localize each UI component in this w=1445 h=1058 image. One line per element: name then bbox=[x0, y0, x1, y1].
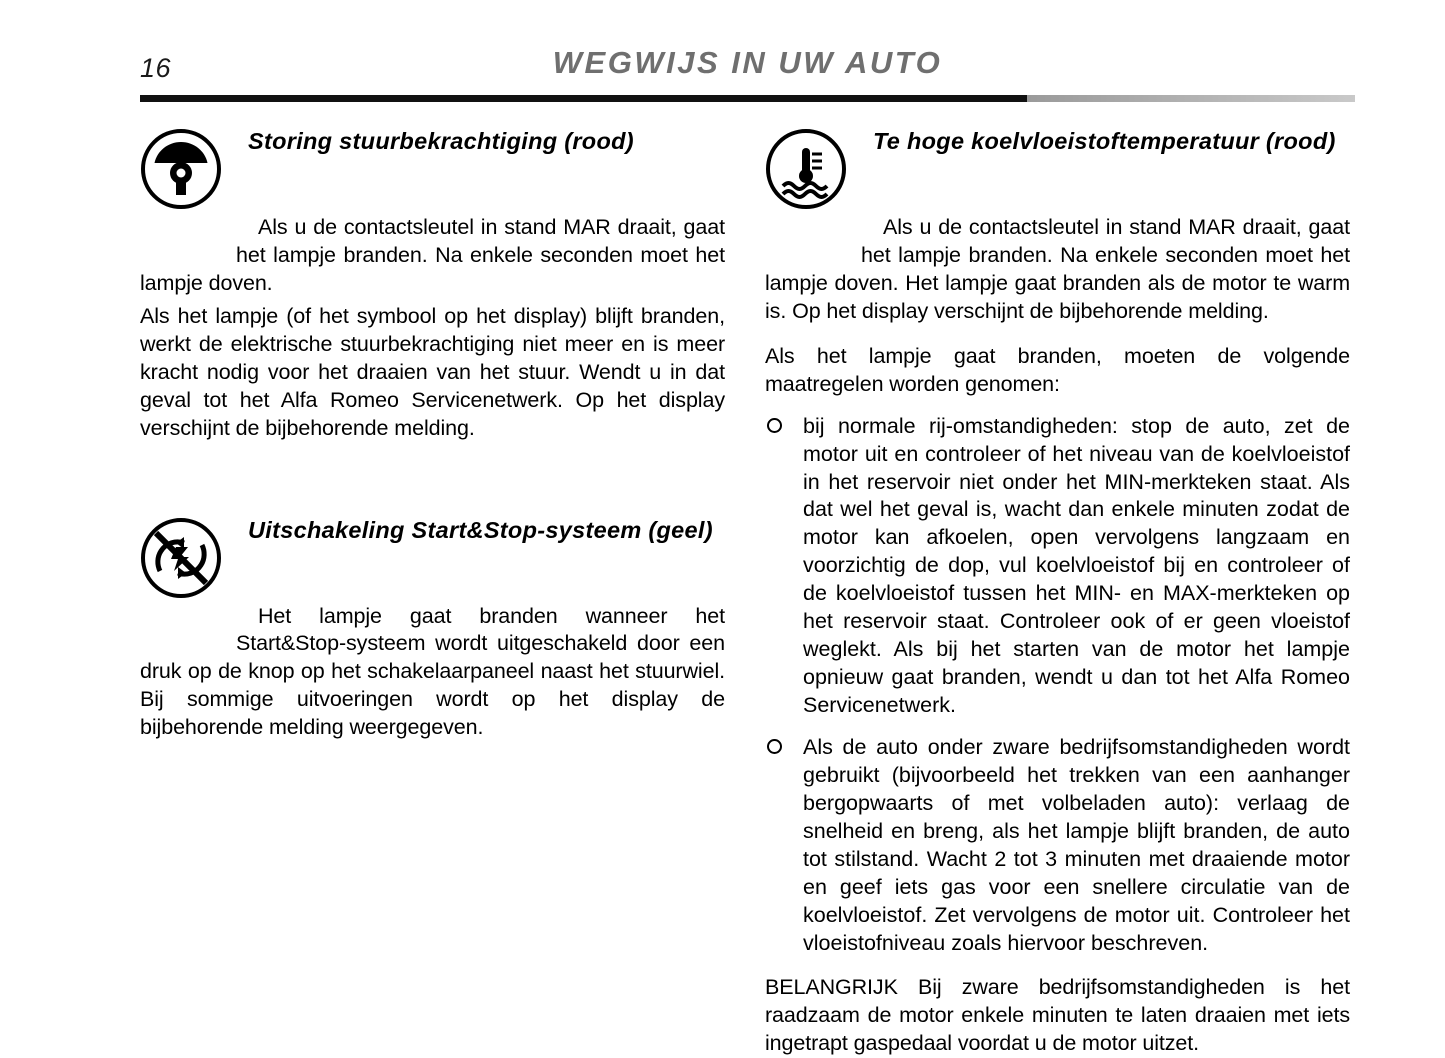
section-heading bbox=[140, 128, 725, 214]
section-power-steering-fault bbox=[140, 128, 725, 443]
bullet-circle-icon bbox=[767, 418, 782, 433]
paragraph: Als u de contactsleutel in stand MAR draait, gaat het lampje branden. Na enkele seconden moet het lampje doven. Het lampje gaat branden als de motor te warm is. Op het display verschijnt de bijbehorende melding. bbox=[765, 215, 1350, 323]
section-start-stop-disabled bbox=[140, 517, 725, 743]
bullet-list bbox=[765, 413, 1350, 958]
icon-wrap-spacer bbox=[765, 214, 861, 268]
section-body bbox=[140, 214, 725, 298]
section-body bbox=[140, 603, 725, 743]
page-number: 16 bbox=[140, 53, 172, 83]
paragraph: Als u de contactsleutel in stand MAR draait, gaat het lampje branden. Na enkele seconden moet het lampje doven. bbox=[140, 215, 725, 295]
paragraph: Het lampje gaat branden wanneer het Start&Stop-systeem wordt uitgeschakeld door een druk op de knop op het schakelaarpaneel naast het stuurwiel. Bij sommige uitvoeringen wordt op het display de bijbehorende melding weergegeven. bbox=[140, 603, 725, 740]
paragraph: Als het lampje gaat branden, moeten de volgende maatregelen worden genomen: bbox=[765, 343, 1350, 396]
section-heading bbox=[140, 517, 725, 603]
list-item bbox=[765, 734, 1350, 958]
list-item-text: bij normale rij-omstandigheden: stop de auto, zet de motor uit en controleer of het niveau van de koelvloeistof in het reservoir niet onder het MIN-merkteken staat. Als dat wel het geval is, wacht dan enkele minuten zodat de motor kan afkoelen, open vervolgens langzaam en voorzichtig de dop, vul koelvloeistof bij en controleer of de koelvloeistof tussen het MIN- en MAX-merkteken op het reservoir staat. Controleer ook of er geen vloeistof weglekt. Als bij het starten van de motor het lampje opnieuw gaat branden, wendt u dan tot het Alfa Romeo Servicenetwerk. bbox=[803, 413, 1350, 717]
section-heading bbox=[765, 128, 1350, 214]
icon-wrap-spacer bbox=[140, 214, 236, 268]
left-column bbox=[140, 128, 725, 742]
start-stop-off-icon bbox=[140, 517, 222, 599]
coolant-temperature-icon bbox=[765, 128, 847, 210]
steering-wheel-icon bbox=[140, 128, 222, 210]
section-title: Uitschakeling Start&Stop-systeem (geel) bbox=[248, 516, 713, 543]
section-body bbox=[765, 214, 1350, 326]
bullet-circle-icon bbox=[767, 739, 782, 754]
header-divider bbox=[140, 95, 1355, 102]
page-title: WEGWIJS IN UW AUTO bbox=[552, 45, 943, 80]
section-title: Storing stuurbekrachtiging (rood) bbox=[248, 128, 634, 154]
right-column bbox=[765, 128, 1350, 1058]
closing-note: BELANGRIJK Bij zware bedrijfsomstandigheden is het raadzaam de motor enkele minuten te laten draaien met iets ingetrapt gaspedaal voordat u de motor uitzet. bbox=[765, 975, 1350, 1056]
list-item-text: Als de auto onder zware bedrijfsomstandigheden wordt gebruikt (bijvoorbeeld het trekken van een aanhanger bergopwaarts of met volbeladen auto): verlaag de snelheid en breng, als het lampje blijft branden, de auto tot stilstand. Wacht 2 tot 3 minuten met draaiende motor en geef iets gas voor een snellere circulatie van de koelvloeistof. Zet vervolgens de motor uit. Controleer het vloeistofniveau zoals hiervoor beschreven. bbox=[803, 734, 1350, 955]
section-title: Te hoge koelvloeistoftemperatuur (rood) bbox=[873, 128, 1336, 154]
section-coolant-overtemperature bbox=[765, 128, 1350, 1058]
paragraph: Als het lampje (of het symbool op het display) blijft branden, werkt de elektrische stuurbekrachtiging niet meer en is meer kracht nodig voor het draaien van het stuur. Wendt u in dat geval tot het Alfa Romeo Servicenetwerk. Op het display verschijnt de bijbehorende melding. bbox=[140, 303, 725, 440]
list-item bbox=[765, 413, 1350, 720]
page-header bbox=[140, 45, 1355, 95]
icon-wrap-spacer bbox=[140, 603, 236, 657]
